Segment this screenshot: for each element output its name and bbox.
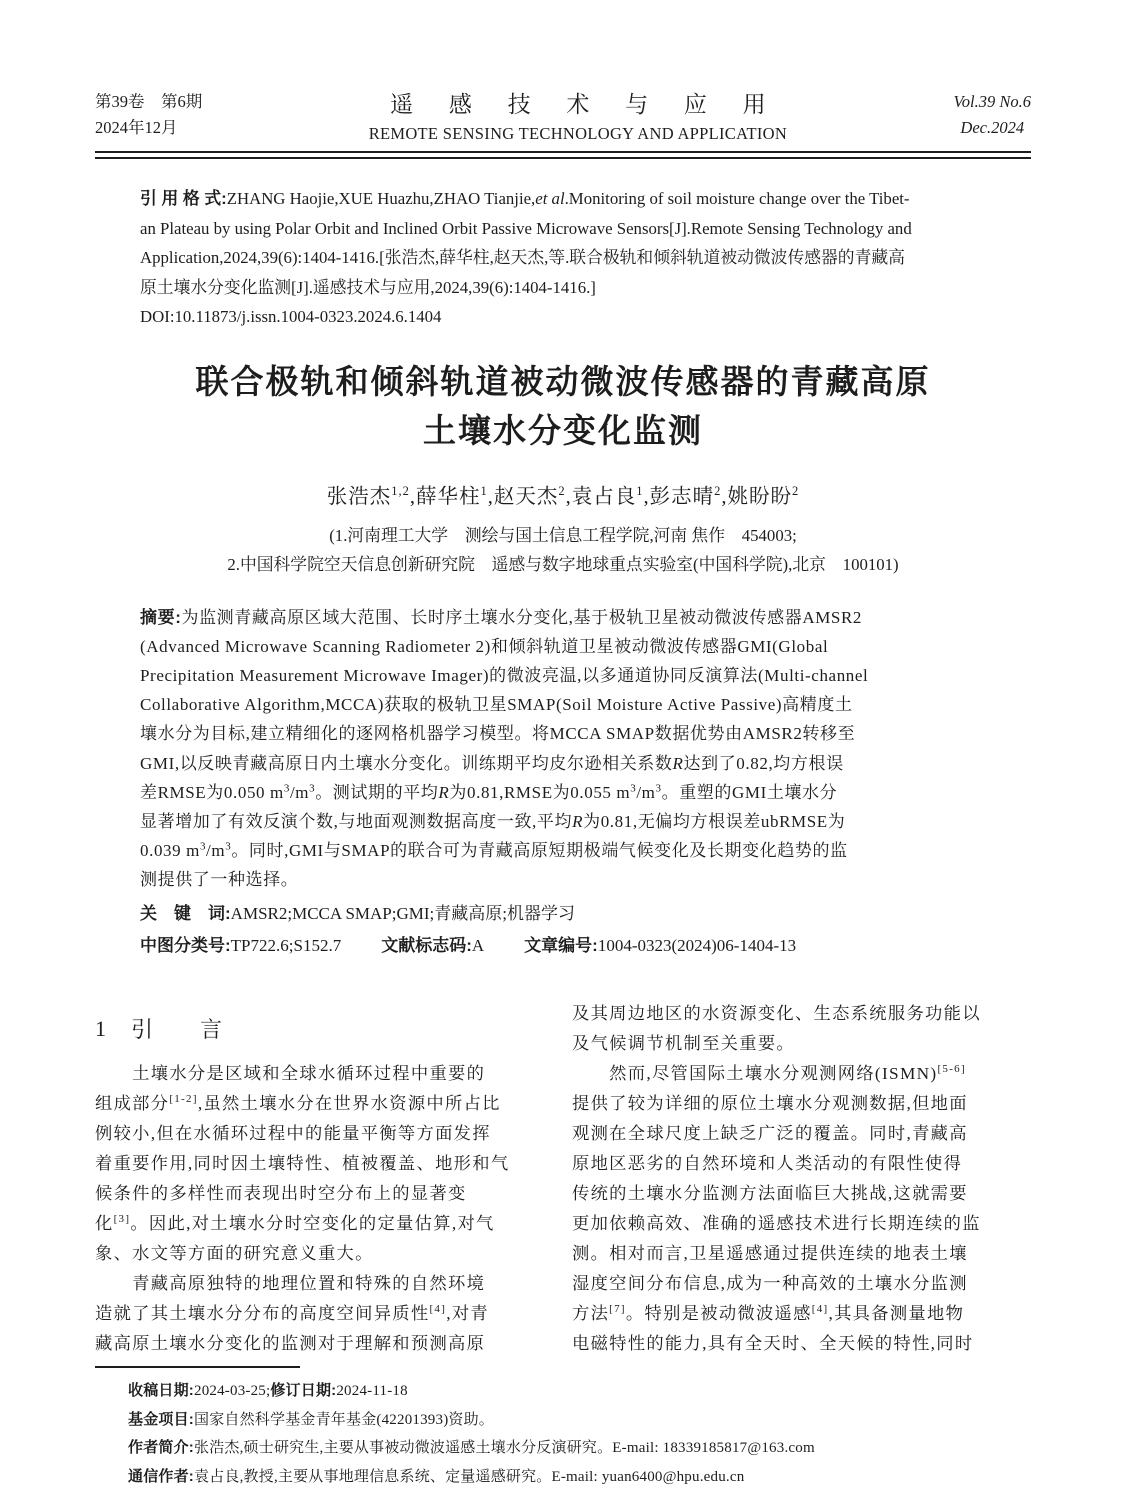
body-text-line: 原地区恶劣的自然环境和人类活动的有限性使得 bbox=[572, 1153, 963, 1173]
abstract-line: 差RMSE为0.050 $m^3/m^3$。测试期的平均R为0.81,RMSE为0.055 $m^3/m^3$。重塑的GMI土壤水分 bbox=[140, 782, 838, 802]
journal-title-block bbox=[202, 86, 953, 144]
body-text-line: 组成部分[1-2],虽然土壤水分在世界水资源中所占比 bbox=[95, 1092, 501, 1113]
citation-line: 引 用 格 式:ZHANG Haojie,XUE Huazhu,ZHAO Tianjie,et al.Monitoring of soil moisture change over the Tibet- bbox=[140, 189, 910, 208]
issue-info-en bbox=[954, 89, 1031, 141]
body-text-line: 方法[7]。特别是被动微波遥感[4],其具备测量地物 bbox=[572, 1302, 965, 1323]
right-column-text bbox=[572, 999, 1031, 1359]
section-1-number: 1 bbox=[95, 1015, 107, 1041]
body-text-line: 提供了较为详细的原位土壤水分观测数据,但地面 bbox=[572, 1093, 968, 1113]
abstract-line: Collaborative Algorithm,MCCA)获取的极轨卫星SMAP(Soil Moisture Active Passive)高精度土 bbox=[140, 695, 853, 715]
footnote-line: 作者简介:张浩杰,硕士研究生,主要从事被动微波遥感土壤水分反演研究。E-mail: 18339185817@163.com bbox=[128, 1439, 815, 1456]
clc-number: 中图分类号:TP722.6;S152.7 bbox=[140, 935, 342, 955]
header-divider bbox=[95, 151, 1031, 159]
issue-info-cn bbox=[95, 89, 202, 141]
body-text-line: 及气候调节机制至关重要。 bbox=[572, 1033, 795, 1053]
body-text-line: 湿度空间分布信息,成为一种高效的土壤水分监测 bbox=[572, 1273, 968, 1293]
abstract-line: 壤水分为目标,建立精细化的逐网格机器学习模型。将MCCA SMAP数据优势由AMSR2转移至 bbox=[140, 724, 856, 744]
footnote-line: 通信作者:袁占良,教授,主要从事地理信息系统、定量遥感研究。E-mail: yuan6400@hpu.edu.cn bbox=[128, 1467, 745, 1485]
date-en: Dec.2024 bbox=[960, 118, 1025, 137]
classification-line bbox=[140, 930, 1011, 961]
journal-title-en: REMOTE SENSING TECHNOLOGY AND APPLICATION bbox=[368, 124, 788, 143]
keywords-line bbox=[140, 898, 1011, 929]
body-text-line: 传统的土壤水分监测方法面临巨大挑战,这就需要 bbox=[572, 1183, 968, 1203]
abstract-block bbox=[140, 603, 1011, 895]
body-text-line: 例较小,但在水循环过程中的能量平衡等方面发挥 bbox=[95, 1123, 491, 1143]
citation-line: 原土壤水分变化监测[J].遥感技术与应用,2024,39(6):1404-1416.] bbox=[140, 277, 596, 297]
abstract-line: 0.039 $m^3/m^3$。同时,GMI与SMAP的联合可为青藏高原短期极端气候变化及长期变化趋势的监 bbox=[140, 840, 848, 861]
journal-header bbox=[95, 86, 1031, 144]
article-title bbox=[95, 357, 1031, 455]
section-1-title: 引 言 bbox=[131, 1017, 224, 1043]
body-text-line: 化[3]。因此,对土壤水分时空变化的定量估算,对气 bbox=[95, 1212, 495, 1233]
abstract-line: 显著增加了有效反演个数,与地面观测数据高度一致,平均R为0.81,无偏均方根误差ubRMSE为 bbox=[140, 811, 846, 831]
body-text-line: 青藏高原独特的地理位置和特殊的自然环境 bbox=[95, 1273, 486, 1293]
affiliation-2: 2.中国科学院空天信息创新研究院 遥感与数字地球重点实验室(中国科学院),北京 100101) bbox=[227, 554, 899, 574]
affiliation-1: (1.河南理工大学 测绘与国土信息工程学院,河南 焦作 454003; bbox=[329, 525, 797, 545]
date-cn: 2024年12月 bbox=[95, 118, 178, 137]
keywords-label: 关 键 词: bbox=[140, 903, 231, 923]
abstract-line: GMI,以反映青藏高原日内土壤水分变化。训练期平均皮尔逊相关系数R达到了0.82,均方根误 bbox=[140, 753, 844, 773]
body-text-line: 着重要作用,同时因土壤特性、植被覆盖、地形和气 bbox=[95, 1153, 510, 1173]
keywords-text: AMSR2;MCCA SMAP;GMI;青藏高原;机器学习 bbox=[230, 903, 575, 923]
section-1-heading bbox=[95, 999, 554, 1059]
body-text-line: 及其周边地区的水资源变化、生态系统服务功能以 bbox=[572, 1003, 981, 1023]
footnote-line: 收稿日期:2024-03-25;修订日期:2024-11-18 bbox=[128, 1382, 408, 1399]
abstract-line: (Advanced Microwave Scanning Radiometer 2)和倾斜轨道卫星被动微波传感器GMI(Global bbox=[140, 636, 829, 656]
body-text-line: 候条件的多样性而表现出时空分布上的显著变 bbox=[95, 1183, 467, 1203]
body-columns bbox=[95, 999, 1031, 1359]
footnote-lines bbox=[95, 1377, 1031, 1491]
article-title-line1: 联合极轨和倾斜轨道被动微波传感器的青藏高原 bbox=[195, 362, 931, 400]
right-column bbox=[572, 999, 1031, 1359]
document-code: 文献标志码:A bbox=[381, 935, 485, 955]
body-text-line: 土壤水分是区域和全球水循环过程中重要的 bbox=[95, 1063, 486, 1083]
volume-issue-en: Vol.39 No.6 bbox=[953, 92, 1031, 111]
left-column-text bbox=[95, 1059, 554, 1359]
body-text-line: 电磁特性的能力,具有全天时、全天候的特性,同时 bbox=[572, 1333, 974, 1353]
abstract-line: 测提供了一种选择。 bbox=[140, 870, 299, 890]
footnote-block bbox=[95, 1366, 1031, 1491]
body-text-line: 然而,尽管国际土壤水分观测网络(ISMN)[5-6] bbox=[572, 1062, 966, 1083]
citation-block bbox=[140, 184, 1011, 332]
abstract-line: Precipitation Measurement Microwave Imager)的微波亮温,以多通道协同反演算法(Multi-channel bbox=[140, 665, 869, 685]
volume-issue-cn: 第39卷 第6期 bbox=[95, 92, 203, 111]
article-number: 文章编号:1004-0323(2024)06-1404-13 bbox=[524, 935, 797, 955]
authors-line: 张浩杰$^{1,2}$,薛华柱$^1$,赵天杰$^2$,袁占良$^1$,彭志晴$^2$,姚盼盼$^2$ bbox=[326, 483, 800, 508]
footnote-line: 基金项目:国家自然科学基金青年基金(42201393)资助。 bbox=[128, 1410, 494, 1428]
journal-title-cn: 遥 感 技 术 与 应 用 bbox=[390, 92, 781, 117]
body-text-line: 更加依赖高效、准确的遥感技术进行长期连续的监 bbox=[572, 1213, 981, 1233]
body-text-line: 象、水文等方面的研究意义重大。 bbox=[95, 1243, 374, 1263]
left-column bbox=[95, 999, 554, 1359]
body-text-line: 藏高原土壤水分变化的监测对于理解和预测高原 bbox=[95, 1333, 486, 1353]
article-title-line2: 土壤水分变化监测 bbox=[423, 411, 703, 449]
citation-line: Application,2024,39(6):1404-1416.[张浩杰,薛华柱,赵天杰,等.联合极轨和倾斜轨道被动微波传感器的青藏高 bbox=[140, 248, 905, 267]
body-text-line: 造就了其土壤水分分布的高度空间异质性[4],对青 bbox=[95, 1302, 489, 1323]
footnote-divider bbox=[95, 1366, 300, 1368]
body-text-line: 观测在全球尺度上缺乏广泛的覆盖。同时,青藏高 bbox=[572, 1123, 968, 1143]
body-text-line: 测。相对而言,卫星遥感通过提供连续的地表土壤 bbox=[572, 1243, 968, 1263]
abstract-line: 摘要:为监测青藏高原区域大范围、长时序土壤水分变化,基于极轨卫星被动微波传感器AMSR2 bbox=[140, 607, 863, 627]
citation-line: DOI:10.11873/j.issn.1004-0323.2024.6.1404 bbox=[140, 307, 442, 326]
citation-line: an Plateau by using Polar Orbit and Inclined Orbit Passive Microwave Sensors[J].Remote Sensing Technology and bbox=[140, 218, 912, 238]
